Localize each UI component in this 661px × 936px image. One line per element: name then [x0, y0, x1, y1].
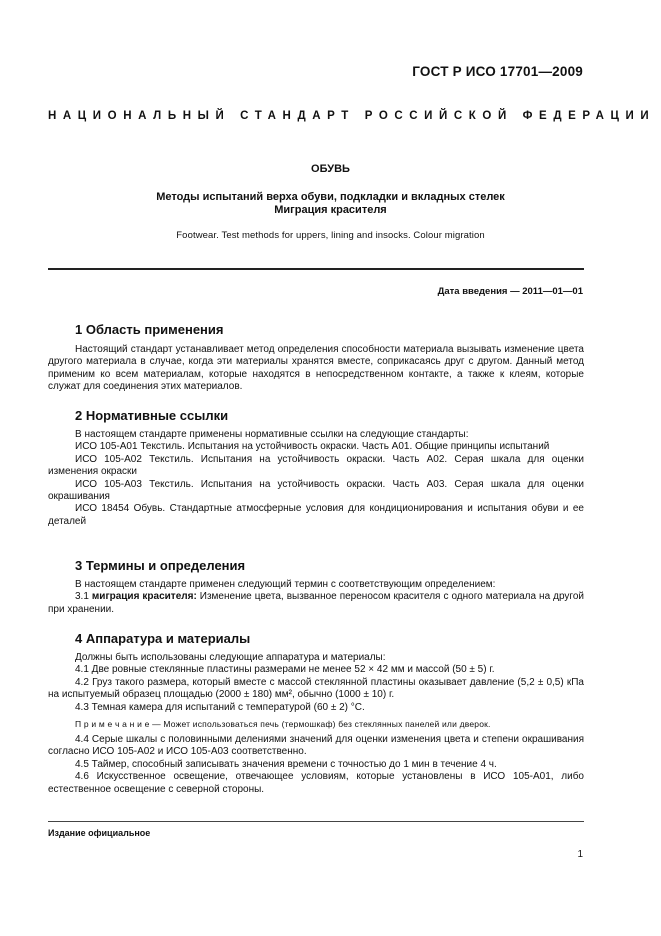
subtitle-line-2: Миграция красителя — [274, 204, 387, 216]
paragraph: В настоящем стандарте применен следующий термин с соответствующим определением: — [75, 579, 496, 590]
apparatus-item: 4.6 Искусственное освещение, отвечающее условиям, которые установлены в ИСО 105-А01, либо естественное освещение с северной стороны. — [48, 771, 584, 795]
section-heading: 4 Аппаратура и материалы — [75, 631, 251, 646]
reference-item: ИСО 105-А03 Текстиль. Испытания на устойчивость окраски. Часть А03. Серая шкала для оценки окрашивания — [48, 478, 584, 503]
term-text: Изменение цвета, вызванное переносом красителя с одного материала на другой при хранении. — [48, 591, 584, 615]
reference-item: ИСО 18454 Обувь. Стандартные атмосферные условия для кондиционирования и испытания обуви и ее деталей — [48, 503, 584, 527]
term-definition — [48, 591, 584, 616]
section-apparatus — [48, 631, 584, 796]
term-number: 3.1 — [75, 591, 89, 603]
apparatus-item: 4.5 Таймер, способный записывать значения времени с точностью до 1 мин в течение 4 ч. — [75, 758, 497, 770]
reference-item: ИСО 105-А01 Текстиль. Испытания на устойчивость окраски. Часть А01. Общие принципы испытаний — [75, 441, 550, 453]
reference-item: ИСО 105-А02 Текстиль. Испытания на устойчивость окраски. Часть А02. Серая шкала для оценки изменения окраски — [48, 453, 584, 478]
footer-divider — [48, 821, 584, 822]
introduction-date: Дата введения — 2011—01—01 — [437, 286, 583, 297]
document-number: ГОСТ Р ИСО 17701—2009 — [412, 64, 583, 79]
subtitle-line-1: Методы испытаний верха обуви, подкладки и вкладных стелек — [156, 191, 505, 203]
note: П р и м е ч а н и е — Может использоваться печь (термошкаф) без стеклянных панелей или дверок. — [75, 719, 491, 730]
section-scope — [48, 322, 584, 394]
header-divider — [48, 268, 584, 270]
apparatus-item: 4.2 Груз такого размера, который вместе с массой стеклянной пластины оказывает давление (5,2 ± 0,5) кПа на испытуемый образец площадью (2000 ± 180) мм², обычно (1000 ± 10) г. — [48, 676, 584, 701]
section-normative-references — [48, 408, 584, 528]
national-standard-heading: НАЦИОНАЛЬНЫЙ СТАНДАРТ РОССИЙСКОЙ ФЕДЕРАЦИИ — [48, 110, 656, 122]
page-number: 1 — [577, 849, 583, 860]
term-name: миграция красителя: — [91, 591, 197, 603]
section-heading: 1 Область применения — [75, 322, 224, 337]
section-terms — [48, 558, 584, 616]
section-heading: 3 Термины и определения — [75, 558, 246, 573]
edition-label: Издание официальное — [48, 828, 151, 838]
document-subtitle — [0, 191, 661, 217]
english-title: Footwear. Test methods for uppers, lining and insocks. Colour migration — [176, 230, 485, 241]
paragraph: В настоящем стандарте применены нормативные ссылки на следующие стандарты: — [75, 429, 469, 440]
section-heading: 2 Нормативные ссылки — [75, 408, 229, 423]
apparatus-item: 4.1 Две ровные стеклянные пластины размерами не менее 52 × 42 мм и массой (50 ± 5) г. — [75, 664, 495, 676]
document-title: ОБУВЬ — [311, 163, 350, 175]
paragraph: Должны быть использованы следующие аппаратура и материалы: — [75, 652, 386, 663]
apparatus-item: 4.3 Темная камера для испытаний с температурой (60 ± 2) °С. — [75, 701, 365, 713]
paragraph: Настоящий стандарт устанавливает метод определения способности материала вызывать изменение цвета другого материала в случае, когда эти материалы хранятся вместе, соприкасаясь друг с другом. Данный метод применим ко всем материалам, которые находятся в непосредственном контакте, а также к клеям, которые служат для соединения этих материалов. — [48, 344, 584, 393]
apparatus-item: 4.4 Серые шкалы с половинными делениями значений для оценки изменения цвета и степени окрашивания согласно ИСО 105-А02 и ИСО 105-А03 соответственно. — [48, 734, 584, 758]
